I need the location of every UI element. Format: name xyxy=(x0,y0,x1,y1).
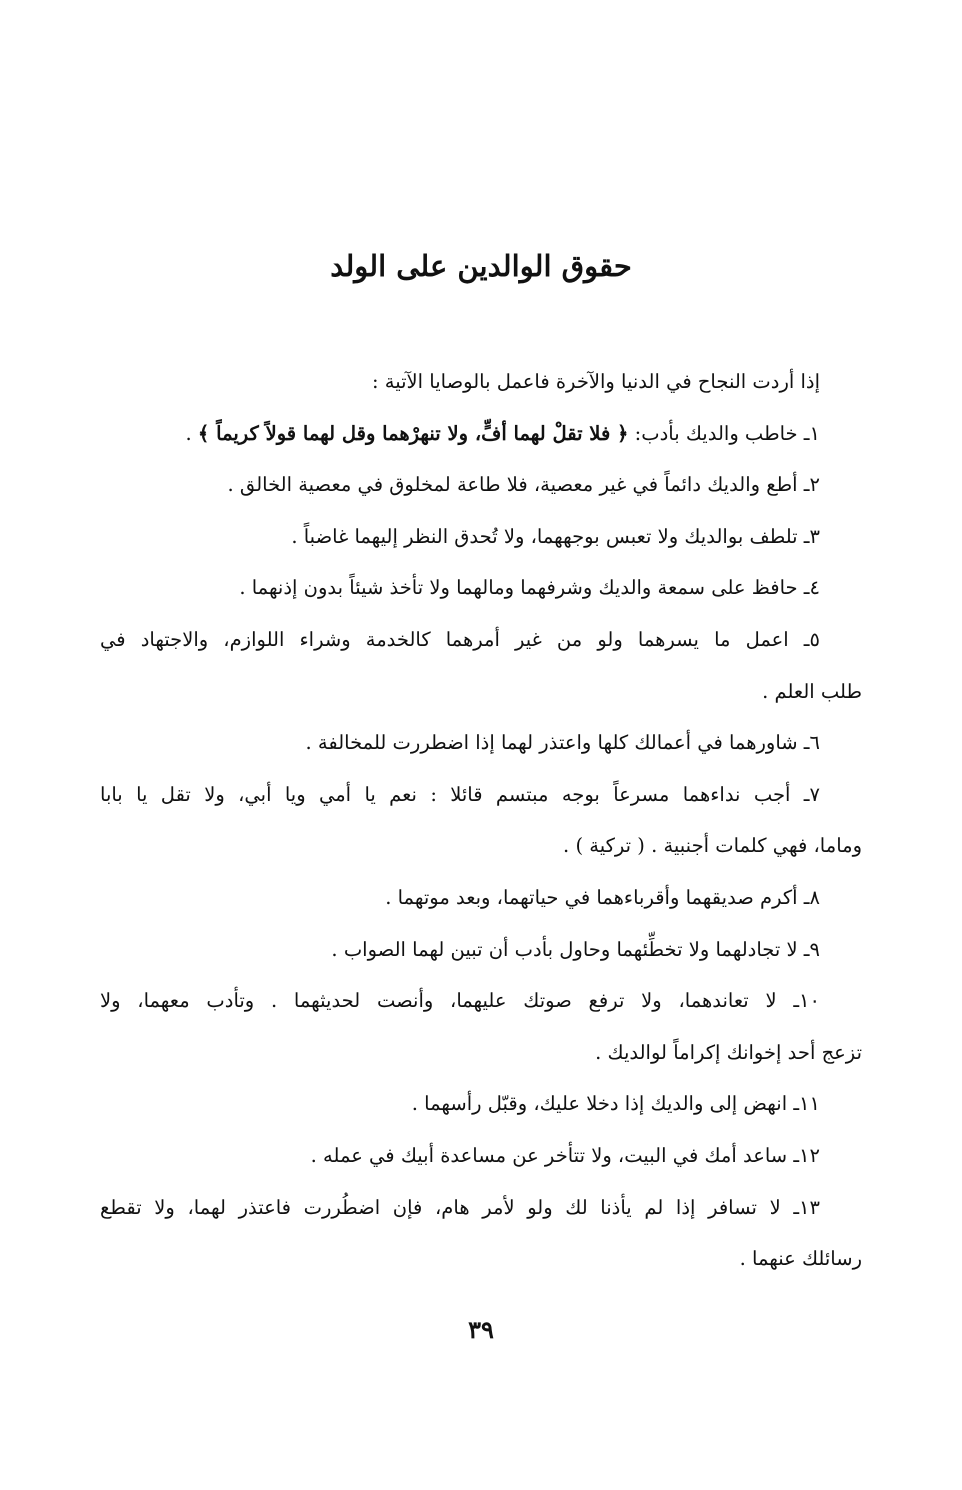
page-title: حقوق الوالدين على الولد xyxy=(330,249,632,283)
item-13-line-1: ١٣ـ لا تسافر إذا لم يأذنا لك ولو لأمر هام، فإن اضطُررت فاعتذر لهما، ولا تقطع xyxy=(100,1195,820,1219)
item-5-line-2: طلب العلم . xyxy=(762,679,862,703)
item-7-line-1: ٧ـ أجب نداءهما مسرعاً بوجه مبتسم قائلا : نعم يا أمي ويا أبي، ولا تقل يا بابا xyxy=(100,782,820,806)
page-number: ٣٩ xyxy=(468,1315,494,1344)
item-5-line-1: ٥ـ اعمل ما يسرهما ولو من غير أمرهما كالخدمة وشراء اللوازم، والاجتهاد في xyxy=(100,627,820,651)
item-1 xyxy=(100,408,862,460)
body-text xyxy=(100,356,862,1285)
item-10-line-2: تزعج أحد إخوانك إكراماً لوالديك . xyxy=(595,1040,862,1064)
item-11: ١١ـ انهض إلى والديك إذا دخلا عليك، وقبّل رأسهما . xyxy=(411,1092,820,1116)
item-9: ٩ـ لا تجادلهما ولا تخطِّئهما وحاول بأدب أن تبين لهما الصواب . xyxy=(331,937,820,961)
item-12: ١٢ـ ساعد أمك في البيت، ولا تتأخر عن مساعدة أبيك في عمله . xyxy=(310,1143,820,1167)
item-1-prefix: ١ـ خاطب والديك بأدب: xyxy=(628,421,820,445)
item-1-suffix: . xyxy=(185,421,198,445)
item-8: ٨ـ أكرم صديقهما وأقرباءهما في حياتهما، وبعد موتهما . xyxy=(385,885,820,909)
intro-line: إذا أردت النجاح في الدنيا والآخرة فاعمل بالوصايا الآتية : xyxy=(371,370,820,393)
item-7-line-2: وماما، فهي كلمات أجنبية . ( تركية ) . xyxy=(563,834,862,858)
item-3: ٣ـ تلطف بوالديك ولا تعبس بوجههما، ولا تُحدق النظر إليهما غاضباً . xyxy=(291,524,820,548)
item-4: ٤ـ حافظ على سمعة والديك وشرفهما ومالهما ولا تأخذ شيئاً بدون إذنهما . xyxy=(239,576,820,600)
item-10-line-1: ١٠ـ لا تعاندهما، ولا ترفع صوتك عليهما، وأنصت لحديثهما . وتأدب معهما، ولا xyxy=(100,989,820,1013)
item-1-quote: ﴿ فلا تقلْ لهما أفٍّ، ولا تنهرْهما وقل لهما قولاً كريماً ﴾ xyxy=(197,421,629,445)
item-13-line-2: رسائلك عنهما . xyxy=(739,1247,862,1271)
item-6: ٦ـ شاورهما في أعمالك كلها واعتذر لهما إذا اضطررت للمخالفة . xyxy=(305,731,820,755)
item-2: ٢ـ أطع والديك دائماً في غير معصية، فلا طاعة لمخلوق في معصية الخالق . xyxy=(227,473,820,497)
